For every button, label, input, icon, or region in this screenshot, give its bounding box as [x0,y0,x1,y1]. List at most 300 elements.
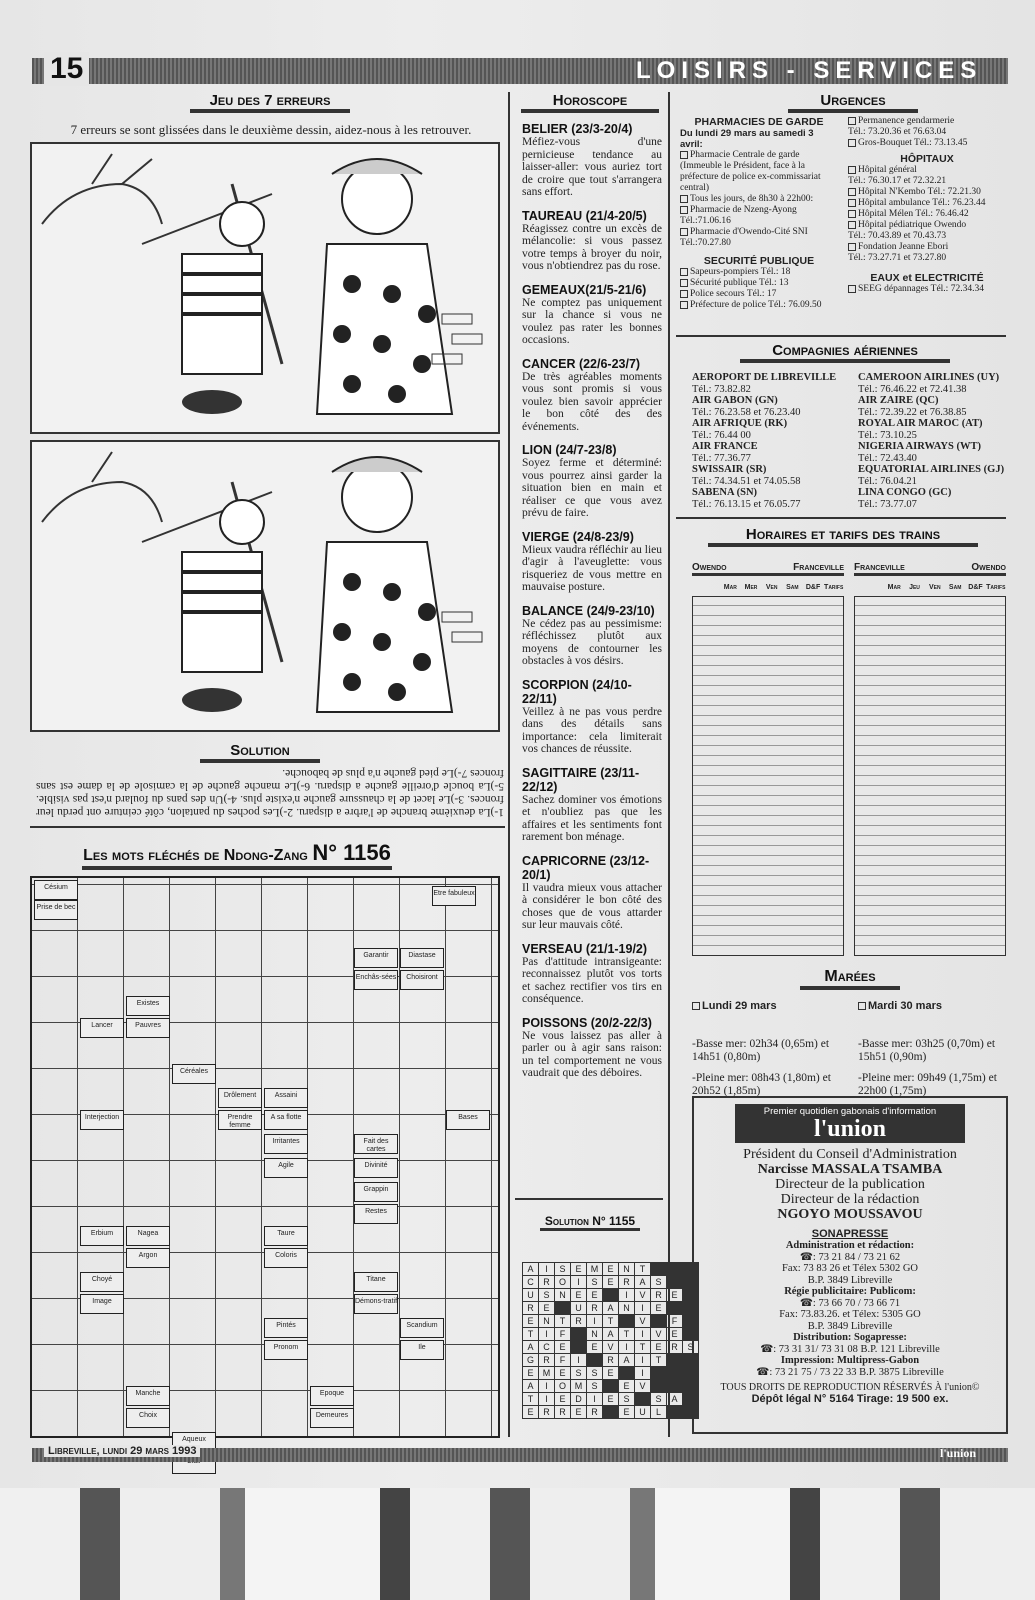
solution-cell: S [571,1367,587,1380]
checkbox-icon [680,268,688,276]
sonapresse: SONAPRESSE [811,1228,889,1240]
solution-cell: V [603,1341,619,1354]
sign-text: Veillez à ne pas vous perdre dans des détails sans importance: cela limiterait vos chances de réussite. [522,705,662,755]
crossword-clue: Céréales [172,1064,216,1084]
masthead-detail: Administration et rédaction: [785,1240,915,1251]
solution-row [523,1367,699,1380]
solution-cell: M [539,1367,555,1380]
airline-name: CAMEROON AIRLINES (UY) [858,372,1000,383]
day-header: Jeu [909,584,920,591]
maree-day2-label: Mardi 30 mars [868,1000,942,1012]
crossword-clue: Pintés [264,1318,308,1338]
airline-tel: Tél.: 72.39.22 et 76.38.85 [858,406,967,418]
crossword-clue: Lancer [80,1018,124,1038]
crossword-clue: Ile [400,1340,444,1360]
airline-tel: Tél.: 76.46.22 et 72.41.38 [858,383,967,395]
sign-text: Pas d'attitude intransigeante: reconnaissez plutôt vos torts et sachez rectifier vos tirs en conséquence. [522,955,662,1005]
solution-cell: S [587,1380,603,1393]
checkbox-icon [848,139,856,147]
sign-text: Méfiez-vous d'une pernicieuse tendance au laisser-aller: vous auriez tort de croire que tout s'arrangera sans effort. [522,136,662,198]
crossword-clue: Epoque [310,1386,354,1406]
solution-cell: E [555,1341,571,1354]
sign-text: Ne vous laissez pas aller à parler ou à agir sans raison: un tel comportement ne vous vaudrait que des déboires. [522,1029,662,1079]
crossword-clue: Choyé [80,1272,124,1292]
route-to: Franceville [793,562,844,573]
crossword-clue: Taure [264,1226,308,1246]
airline-name: EQUATORIAL AIRLINES (GJ) [858,464,1005,475]
sign-text: Sachez dominer vos émotions et n'oubliez pas que les affaires et les sentiments font rarement bon ménage. [522,793,662,843]
solution-cell [667,1380,683,1393]
divider [676,517,1006,519]
solution-cell: I [635,1354,651,1367]
timetable-left [692,596,844,956]
solution-cell: I [571,1354,587,1367]
solution-cell: R [667,1341,683,1354]
airline-name: AIR FRANCE [692,441,758,452]
solution-cell: E [587,1289,603,1302]
solution-cell: E [571,1406,587,1419]
checkbox-icon [848,285,856,293]
masthead-rights: TOUS DROITS DE REPRODUCTION RÉSERVÉS À l'union© [720,1382,980,1393]
eaux-line [848,284,1006,295]
solution-cell: A [667,1393,683,1406]
info-line [848,231,1006,242]
solution-cell: V [635,1289,651,1302]
solution-cell: T [619,1328,635,1341]
solution-cell [667,1276,683,1289]
info-line [680,161,838,194]
checkbox-icon [680,279,688,287]
route-from: Owendo [692,562,727,573]
solution-cell: I [635,1302,651,1315]
maree-line: -Pleine mer: 08h43 (1,80m) et 20h52 (1,85m) [692,1072,831,1097]
union-logo: l'union [813,1116,887,1142]
crossword-clue: A sa flotte [264,1110,308,1130]
crossword-clue: Divinité [354,1158,398,1178]
solution-cell: S [683,1341,699,1354]
jeu-intro: 7 erreurs se sont glissées dans le deuxième dessin, aidez-nous à les retrouver. [70,122,472,137]
solution-cell: I [635,1367,651,1380]
solution-cell: N [539,1315,555,1328]
airlines-left [692,372,847,510]
airline-tel: Tél.: 76.44 00 [692,429,751,441]
masthead-line: Directeur de la publication [775,1177,925,1192]
mots-title [82,840,392,870]
airline-name: AEROPORT DE LIBREVILLE [692,372,837,383]
sign-name: POISSONS (20/2-22/3) [522,1015,652,1030]
crossword-clue: Agile [264,1158,308,1178]
solution-cell: E [571,1289,587,1302]
solution-cell: E [539,1302,555,1315]
solution-cell: R [603,1354,619,1367]
sign-name: CAPRICORNE (23/12-20/1) [522,853,650,882]
hopitaux-title: HÔPITAUX [900,153,954,165]
solution-cell: C [523,1276,539,1289]
solution-cell: T [555,1315,571,1328]
solution-row [523,1276,699,1289]
solution-cell [667,1302,683,1315]
solution-cell [667,1354,683,1367]
eaux-title: EAUX et ELECTRICITÉ [870,272,984,284]
masthead-detail: Fax: 73.83.26. et Télex: 5305 GO [779,1309,921,1320]
solution-cell: A [603,1328,619,1341]
sign-name: BELIER (23/3-20/4) [522,122,633,136]
solution-cell: I [619,1341,635,1354]
sign-name: VIERGE (24/8-23/9) [522,529,634,544]
crossword-clue: Restes [354,1204,398,1224]
airline-tel: Tél.: 76.13.15 et 76.05.77 [692,498,801,510]
solution-grid [522,1262,699,1419]
sign-name: VERSEAU (21/1-19/2) [522,941,648,956]
cartoon-drawing [32,442,498,730]
solution-cell: R [587,1302,603,1315]
sign-name: GEMEAUX(21/5-21/6) [522,282,647,297]
airline-name: LINA CONGO (GC) [858,487,952,498]
checkbox-icon [680,290,688,298]
airline-tel: Tél.: 76.23.58 et 76.23.40 [692,406,801,418]
pharmacies-block [680,116,838,311]
solution-cell [667,1406,683,1419]
crossword-clue: Assaini [264,1088,308,1108]
sign-name: BALANCE (24/9-23/10) [522,603,655,618]
solution-cell: A [523,1341,539,1354]
scan-noise [0,1488,1035,1600]
solution-cell: U [571,1302,587,1315]
day-header: Mer [744,584,758,591]
sign-text: Ne comptez pas uniquement sur la chance si vous ne voulez pas rater les bonnes occasions. [522,296,662,346]
day-header: Tarifs [824,584,844,591]
solution-cell: R [587,1406,603,1419]
solution-cell: M [571,1380,587,1393]
checkbox-icon [848,243,856,251]
solution-cell: N [619,1263,635,1276]
info-text: Hôpital pédiatrique Owendo [858,220,967,230]
masthead-detail: Impression: Multipress-Gabon [780,1355,920,1366]
solution-cell: E [667,1328,683,1341]
crossword-clue: Argon [126,1248,170,1268]
solution-cell: I [635,1328,651,1341]
solution-cell: C [539,1341,555,1354]
masthead-banner [735,1104,965,1143]
crossword-clue: Pauvres [126,1018,170,1038]
info-text: Tél.:70.27.80 [680,238,731,248]
info-line [680,289,838,300]
crossword-clue: Choisiront [400,970,444,990]
info-line [848,253,1006,264]
solution-cell: T [651,1354,667,1367]
checkbox-icon [680,195,688,203]
crossword-clue: Prise de bec [34,900,78,920]
crossword-clue: Irritantes [264,1134,308,1154]
info-line [848,242,1006,253]
solution-cell [619,1367,635,1380]
info-text: Gros-Bouquet Tél.: 73.13.45 [858,138,968,148]
urgences-title: Urgences [788,92,918,113]
masthead-detail: B.P. 3849 Libreville [807,1320,893,1332]
jeu-title: Jeu des 7 erreurs [190,92,350,113]
info-text: Tél.: 76.30.17 et 72.32.21 [848,176,947,186]
solution-cell: V [635,1380,651,1393]
info-line [680,150,838,161]
maree-day1-lines [692,1030,852,1098]
pharmacies-dates: Du lundi 29 mars au samedi 3 avril: [680,128,814,150]
solution-row [523,1380,699,1393]
masthead-detail: ☎: 73 31 31/ 73 31 08 B.P. 121 Libreville [760,1343,940,1355]
divider [30,826,505,828]
crossword-clue: Grappin [354,1182,398,1202]
solution-cell: I [587,1393,603,1406]
sign-name: TAUREAU (21/4-20/5) [522,208,647,223]
solution-row [523,1328,699,1341]
solution-cell [651,1367,667,1380]
crossword-clue: Etre fabuleux [432,886,476,906]
solution-text: 1-)La deuxième branche de l'arbre a disparu. 2-)Les poches du pantalon, côté ceinture ont perdu leur fronces. 3-)Le lacet de la chaussure gauche n'existe plus. 4-)Un des pans du foulard n'est pas visible. 5-)La boucle d'oreille gauche a disparu. 6-)Le manche gauche de la camisole de la dame est sans fronces 7-)Le pied gauche n'a plus de babouche. [36,767,504,818]
info-line [680,267,838,278]
trains-right-route [854,562,1006,576]
solution-cell: T [635,1263,651,1276]
solution-cell [571,1341,587,1354]
info-text: (Immeuble le Président, face à la préfecture de police ex-commissariat central) [680,161,821,193]
cartoon-original [30,142,500,434]
info-text: Hôpital général [858,165,917,175]
crossword-clue: Fait des cartes [354,1134,398,1154]
info-text: Police secours Tél.: 17 [690,289,777,299]
info-text: Préfecture de police Tél.: 76.09.50 [690,300,822,310]
checkbox-icon [848,221,856,229]
checkbox-icon [692,1002,700,1010]
solution-cell: S [587,1367,603,1380]
airline-tel: Tél.: 73.10.25 [858,429,917,441]
mots-title-text: Les mots fléchés de Ndong-Zang [83,847,308,864]
solution-cell: A [523,1263,539,1276]
solution-title: Solution [200,742,320,763]
solution-cell: E [523,1406,539,1419]
solution-table [522,1262,699,1419]
solution-cell [651,1315,667,1328]
checkbox-icon [680,206,688,214]
sign-text: De très agréables moments vous sont promis si vous voulez bien savoir apprécier le bon côté des des événements. [522,370,662,433]
info-text: Sécurité publique Tél.: 13 [690,278,789,288]
solution-row [523,1315,699,1328]
trains-left-days [720,584,844,591]
info-text: Sapeurs-pompiers Tél.: 18 [690,267,791,277]
solution-cell: R [651,1289,667,1302]
info-text: Hôpital N'Kembo Tél.: 72.21.30 [858,187,981,197]
solution-cell: A [619,1354,635,1367]
solution-cell: S [555,1263,571,1276]
airline-name: AIR AFRIQUE (RK) [692,418,788,429]
checkbox-icon [680,301,688,309]
trains-right-days [884,584,1006,591]
solution-cell: R [539,1406,555,1419]
crossword-clue: Pronom [264,1340,308,1360]
info-text: Pharmacie de Nzeng-Ayong [690,205,797,215]
horoscope-list [522,112,662,1080]
info-line [680,227,838,238]
day-header: Tarifs [986,584,1006,591]
masthead-detail: Régie publicitaire: Publicom: [784,1286,916,1297]
trains-title: Horaires et tarifs des trains [708,526,978,547]
airline-tel: Tél.: 72.43.40 [858,452,917,464]
info-line [680,238,838,249]
crossword-clue: Aqueux [172,1432,216,1452]
marees-title: Marées [800,968,900,990]
info-line [848,187,1006,198]
solution-cell [667,1367,683,1380]
solution-cell: T [603,1315,619,1328]
crossword-clue: Diastase [400,948,444,968]
crossword-clue: Image [80,1294,124,1314]
section-title: LOISIRS - SERVICES [636,57,983,84]
solution-cell [619,1315,635,1328]
solution-cell: R [619,1276,635,1289]
info-text: Tél.:71.06.16 [680,216,731,226]
maree-day2-lines [858,1030,1008,1098]
solution-cell: S [651,1276,667,1289]
securite-title: SECURITÉ PUBLIQUE [703,255,815,267]
solution-cell: U [523,1289,539,1302]
solution-cell: E [571,1263,587,1276]
column-rule [508,92,510,1437]
checkbox-icon [680,151,688,159]
info-text: Fondation Jeanne Ebori [858,242,949,252]
solution-cell: R [539,1276,555,1289]
trains-left-route [692,562,844,576]
checkbox-icon [848,166,856,174]
info-text: Permanence gendarmerie [858,116,955,126]
divider [515,1198,663,1200]
pharmacies-title: PHARMACIES DE GARDE [694,116,824,128]
day-header: D&F [805,584,821,591]
crossword-clue: Garantir [354,948,398,968]
solution-cell [651,1380,667,1393]
divider [676,335,1006,337]
sign-text: Réagissez contre un excès de mélancolie: si vous passez votre temps à broyer du noir, vous n'obtiendrez pas du rose. [522,222,662,272]
solution-cell [587,1354,603,1367]
solution-row [523,1406,699,1419]
info-text: Tél.: 73.27.71 et 73.27.80 [848,253,947,263]
solution-cell [667,1263,683,1276]
solution-cell: S [587,1276,603,1289]
solution-cell: E [555,1367,571,1380]
solution-cell: E [603,1276,619,1289]
solution-cell: I [539,1393,555,1406]
info-line [848,220,1006,231]
checkbox-icon [858,1002,866,1010]
solution-cell: E [523,1315,539,1328]
solution-cell: E [523,1367,539,1380]
airline-name: SWISSAIR (SR) [692,464,767,475]
day-header: Sam [786,584,799,591]
info-line [680,300,838,311]
solution-cell [555,1302,571,1315]
info-line [848,165,1006,176]
sign-name: SCORPION (24/10-22/11) [522,677,632,706]
crossword-clue: Césium [34,880,78,900]
solution-cell: E [667,1289,683,1302]
solution-row [523,1393,699,1406]
solution-row [523,1354,699,1367]
solution-cell [603,1406,619,1419]
masthead-line: Narcisse MASSALA TSAMBA [757,1162,943,1177]
solution-cell: I [539,1263,555,1276]
solution-cell: R [539,1354,555,1367]
info-text: Hôpital Mélen Tél.: 76.46.42 [858,209,969,219]
solution-cell: E [651,1341,667,1354]
footer-dateline: Libreville, lundi 29 mars 1993 [44,1445,200,1457]
solution-cell: R [571,1315,587,1328]
airline-name: NIGERIA AIRWAYS (WT) [858,441,981,452]
solution-cell: D [571,1393,587,1406]
footer-logo: l'union [940,1446,977,1460]
sign-text: Mieux vaudra réfléchir au lieu d'agir à l'aveuglette: vous risqueriez de vous mettre en mauvaise posture. [522,543,662,593]
solution-cell: E [603,1263,619,1276]
hopitaux-block [848,116,1006,295]
solution-cell [651,1263,667,1276]
horoscope-title: Horoscope [521,92,659,113]
solution-row [523,1302,699,1315]
solution-row [523,1263,699,1276]
airline-name: SABENA (SN) [692,487,758,498]
solution-cell: I [587,1315,603,1328]
masthead-depot: Dépôt légal N° 5164 Tirage: 19 500 ex. [751,1393,949,1405]
day-header: Mar [723,584,737,591]
solution-cell: E [619,1380,635,1393]
solution-cell: E [651,1302,667,1315]
info-line [848,176,1006,187]
info-text: Hôpital ambulance Tél.: 76.23.44 [858,198,986,208]
compagnies-title: Compagnies aériennes [740,342,950,363]
airline-name: ROYAL AIR MAROC (AT) [858,418,983,429]
crossword-clue: Existes [126,996,170,1016]
solution-cell: F [555,1354,571,1367]
solution-cell: E [603,1393,619,1406]
solution-cell: O [555,1276,571,1289]
solution-cell: U [635,1406,651,1419]
solution-cell: T [635,1341,651,1354]
maree-day1 [692,1000,777,1012]
info-line [680,205,838,216]
crossword-clue: Démons-tratif [354,1294,398,1314]
crossword-clue: Coloris [264,1248,308,1268]
masthead-detail: B.P. 3849 Libreville [807,1274,893,1286]
solution-cell: E [619,1406,635,1419]
info-text: Tous les jours, de 8h30 à 22h00: [690,194,814,204]
route-to: Owendo [971,562,1006,573]
solution-cell: E [587,1341,603,1354]
mots-number: N° 1156 [312,840,391,865]
solution-cell: I [539,1380,555,1393]
masthead-box [692,1096,1008,1434]
masthead-detail: Distribution: Sogapresse: [793,1332,907,1343]
checkbox-icon [848,199,856,207]
masthead-detail: ☎: 73 66 70 / 73 66 71 [799,1297,901,1309]
solution-cell: F [555,1328,571,1341]
day-header: Ven [765,584,778,591]
solution-row [523,1289,699,1302]
sign-text: Il vaudra mieux vous attacher à considérer le bon côté des choses que de vous attarder sur leur mauvais côté. [522,881,662,931]
solution-cell [603,1380,619,1393]
masthead-line: Directeur de la rédaction [780,1192,920,1207]
airline-tel: Tél.: 74.34.51 et 74.05.58 [692,475,801,487]
day-header: Ven [929,584,941,591]
sign-name: CANCER (22/6-23/7) [522,356,641,371]
solution-cell [635,1393,651,1406]
solution-cell [571,1328,587,1341]
solution-cell: I [539,1328,555,1341]
maree-line: -Pleine mer: 09h49 (1,75m) et 22h00 (1,75m) [858,1072,997,1097]
crossword-clue: Titane [354,1272,398,1292]
